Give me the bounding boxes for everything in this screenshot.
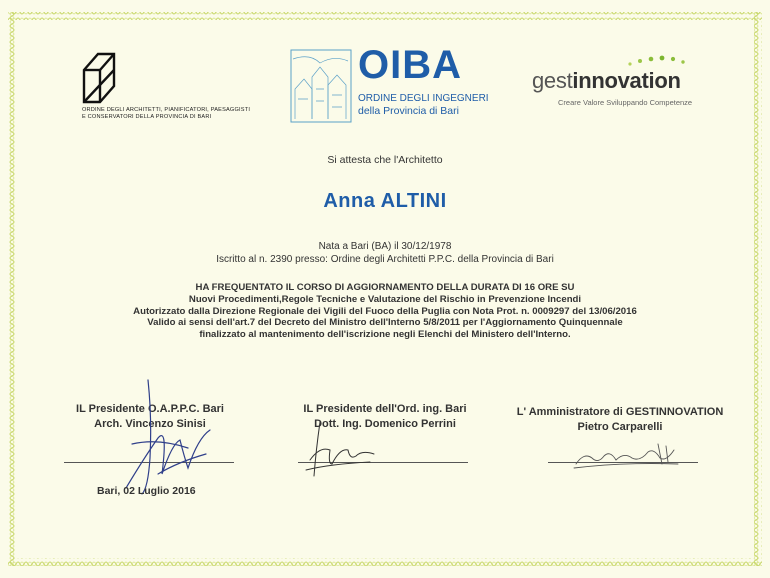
signer-name: Dott. Ing. Domenico Perrini [314, 418, 456, 430]
course-line: Nuovi Procedimenti,Regole Tecniche e Valutazione del Rischio in Prevenzione Incendi [188, 293, 582, 305]
oiba-emblem-icon [290, 49, 352, 123]
architects-order-line1: ORDINE DEGLI ARCHITETTI, PIANIFICATORI, PAESAGGISTI [82, 107, 251, 113]
gestinnovation-tagline: Creare Valore Sviluppando Competenze [558, 98, 693, 107]
birth-info: Nata a Bari (BA) il 30/12/1978 [318, 241, 452, 252]
signer-name: Arch. Vincenzo Sinisi [94, 418, 206, 430]
handwritten-signature-carparelli [574, 442, 684, 472]
gest-word: gest [532, 68, 573, 93]
signer-name: Pietro Carparelli [577, 421, 663, 433]
attesta-text: Si attesta che l'Architetto [327, 154, 443, 166]
oiba-title: OIBA [358, 43, 462, 87]
course-line: finalizzato al mantenimento dell'iscrizione negli Elenchi del Ministero dell'Interno. [199, 329, 571, 341]
innovation-word: innovation [572, 68, 681, 93]
architects-order-line2: E CONSERVATORI DELLA PROVINCIA DI BARI [82, 114, 212, 120]
handwritten-signature-sinisi [118, 378, 238, 498]
gestinnovation-title [532, 68, 681, 94]
course-line: Autorizzato dalla Direzione Regionale dei Vigili del Fuoco della Puglia con Nota Prot. n. 0009297 del 13/06/2016 [133, 305, 637, 317]
handwritten-signature-perrini [300, 420, 390, 490]
oiba-logo [290, 43, 510, 127]
cube-frame-icon [80, 50, 116, 104]
signer-role: IL Presidente O.A.P.P.C. Bari [76, 403, 224, 415]
dots-arc-icon [624, 54, 694, 68]
course-line: Valido ai sensi dell'art.7 del Decreto del Ministro dell'Interno 5/8/2011 per l'Aggiornamento Quinquennale [147, 317, 623, 329]
issue-date: Bari, 02 Luglio 2016 [97, 485, 196, 497]
registration-info: Iscritto al n. 2390 presso: Ordine degli Architetti P.P.C. della Provincia di Bari [216, 254, 554, 265]
signer-role: IL Presidente dell'Ord. ing. Bari [303, 403, 467, 415]
gestinnovation-logo [532, 58, 732, 118]
oiba-subtitle-province: della Provincia di Bari [358, 105, 459, 117]
signature-block-gestinnovation [505, 405, 735, 435]
oiba-subtitle-order: ORDINE DEGLI INGEGNERI [358, 93, 489, 104]
signer-role: L' Amministratore di GESTINNOVATION [516, 406, 724, 418]
recipient-name: Anna ALTINI [323, 190, 447, 212]
architects-order-logo [78, 50, 251, 125]
course-line: HA FREQUENTATO IL CORSO DI AGGIORNAMENTO DELLA DURATA DI 16 ORE SU [195, 282, 575, 293]
course-description [0, 282, 770, 341]
